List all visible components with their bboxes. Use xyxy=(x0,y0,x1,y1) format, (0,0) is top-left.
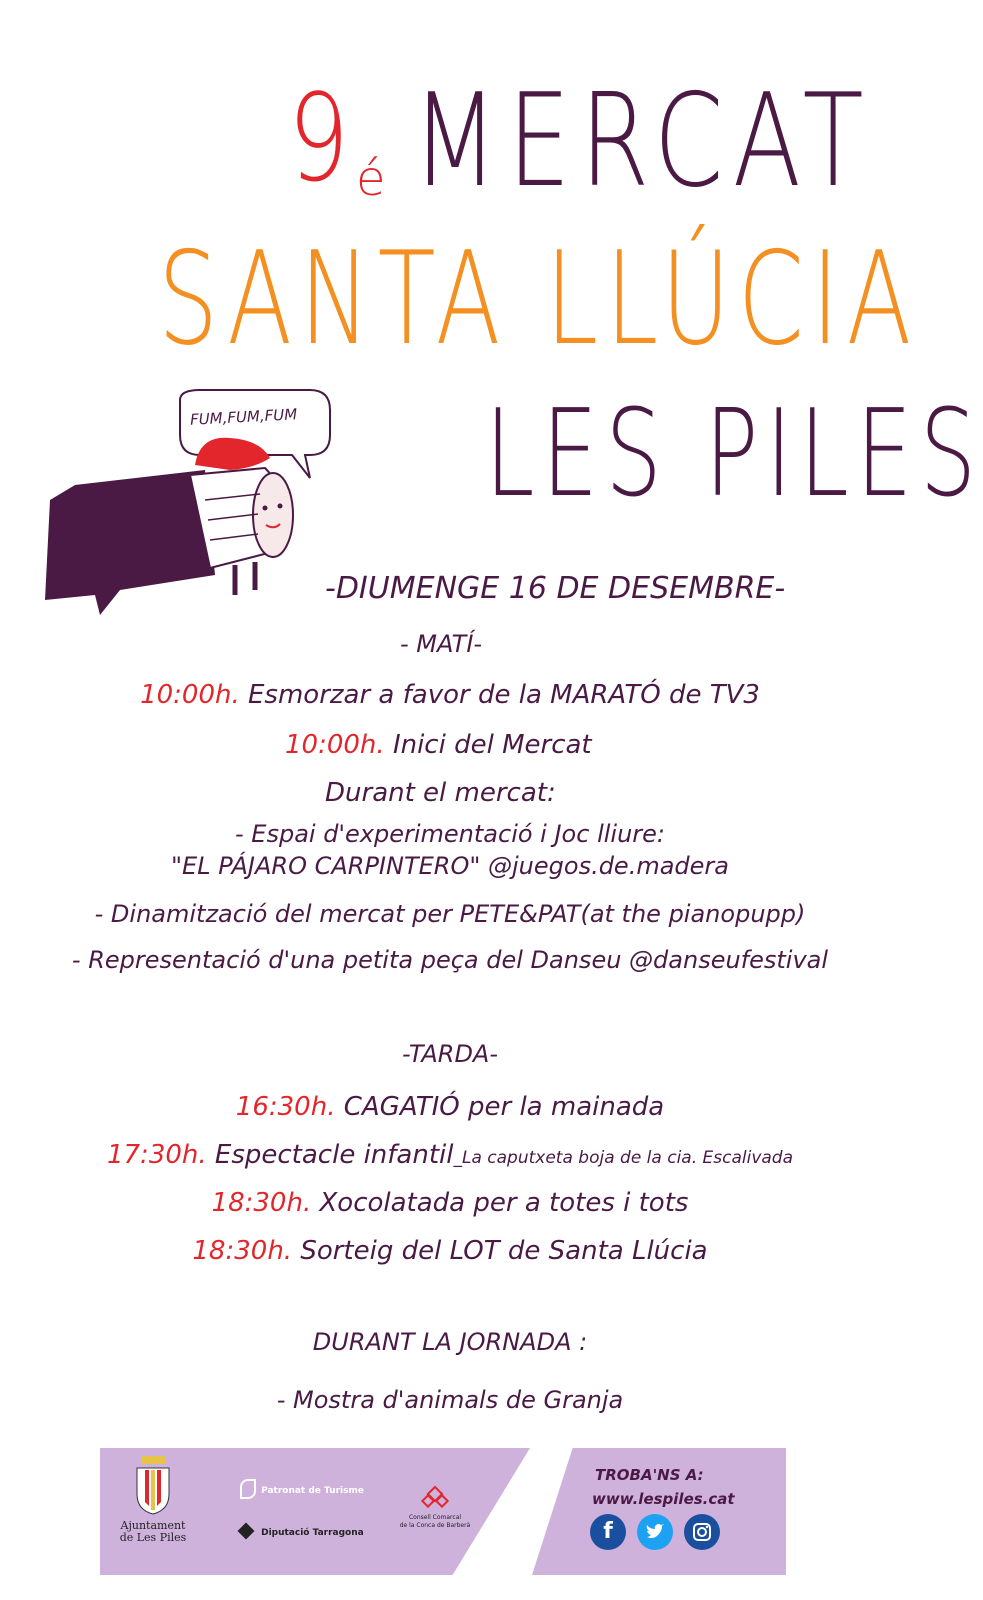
schedule-item xyxy=(0,1092,900,1122)
title-mercat: MERCAT xyxy=(412,67,874,216)
caga-tio-log-icon xyxy=(30,390,330,620)
schedule-item xyxy=(285,730,592,760)
ajuntament-logo xyxy=(118,1456,188,1544)
item-time: 18:30h. xyxy=(192,1236,293,1266)
consell-line1: Consell Comarcal xyxy=(408,1514,462,1521)
item-text: Xocolatada per a totes i tots xyxy=(319,1188,689,1218)
morning-heading: - MATÍ- xyxy=(400,630,483,658)
activity-item: - Dinamització del mercat per PETE&PAT(at the pianopupp) xyxy=(94,900,806,928)
facebook-icon[interactable]: f xyxy=(590,1514,626,1550)
during-market-heading: Durant el mercat: xyxy=(325,778,556,808)
item-text: Sorteig del LOT de Santa Llúcia xyxy=(300,1236,708,1266)
patronat-text: Patronat de Turisme xyxy=(261,1486,364,1496)
activity-item: "EL PÁJARO CARPINTERO" @juegos.de.madera xyxy=(171,852,729,880)
item-text: Esmorzar a favor de la MARATÓ de TV3 xyxy=(248,680,760,710)
twitter-icon[interactable] xyxy=(637,1514,673,1550)
event-date: -DIUMENGE 16 DE DESEMBRE- xyxy=(325,571,786,606)
find-us-label: TROBA'NS A: xyxy=(595,1466,704,1484)
diputacio-logo xyxy=(240,1520,364,1539)
item-subtext: _La caputxeta boja de la cia. Escalivada xyxy=(453,1148,794,1168)
feather-icon xyxy=(240,1479,256,1499)
item-text: Espectacle infantil xyxy=(214,1140,454,1170)
item-text: Inici del Mercat xyxy=(392,730,592,760)
website-link[interactable]: www.lespiles.cat xyxy=(592,1490,735,1508)
item-time: 18:30h. xyxy=(211,1188,312,1218)
consell-line2: de la Conca de Barberà xyxy=(399,1522,471,1529)
item-time: 17:30h. xyxy=(106,1140,207,1170)
caga-tio-illustration xyxy=(30,390,330,620)
schedule-item xyxy=(0,680,900,710)
sponsors-footer xyxy=(100,1448,786,1575)
patronat-logo xyxy=(240,1478,364,1499)
title-les-piles: LES PILES xyxy=(485,385,983,524)
item-time: 10:00h. xyxy=(285,730,385,760)
item-time: 16:30h. xyxy=(235,1092,336,1122)
consell-logo xyxy=(390,1488,480,1530)
all-day-item: - Mostra d'animals de Granja xyxy=(276,1386,624,1414)
ajuntament-line1: Ajuntament xyxy=(120,1519,186,1532)
diamond-icon xyxy=(238,1522,255,1539)
coat-of-arms-icon xyxy=(133,1456,173,1516)
schedule-item xyxy=(0,1188,900,1218)
schedule-item xyxy=(0,1140,900,1170)
instagram-icon[interactable] xyxy=(684,1514,720,1550)
activity-item: - Espai d'experimentació i Joc lliure: xyxy=(235,820,665,848)
item-time: 10:00h. xyxy=(140,680,240,710)
diputacio-text: Diputació Tarragona xyxy=(261,1528,364,1538)
title-santa-llucia: SANTA LLÚCIA xyxy=(158,225,919,374)
afternoon-heading: -TARDA- xyxy=(401,1040,499,1068)
all-day-heading: DURANT LA JORNADA : xyxy=(312,1328,588,1356)
edition-ordinal: é xyxy=(356,151,386,207)
consell-emblem-icon xyxy=(422,1488,448,1510)
item-text: CAGATIÓ per la mainada xyxy=(343,1092,665,1122)
edition-number: 9 xyxy=(288,70,345,209)
ajuntament-line2: de Les Piles xyxy=(119,1531,187,1544)
schedule-item xyxy=(0,1236,900,1266)
speech-bubble-text: FUM,FUM,FUM xyxy=(189,405,298,429)
activity-item: - Representació d'una petita peça del Danseu @danseufestival xyxy=(71,946,829,974)
